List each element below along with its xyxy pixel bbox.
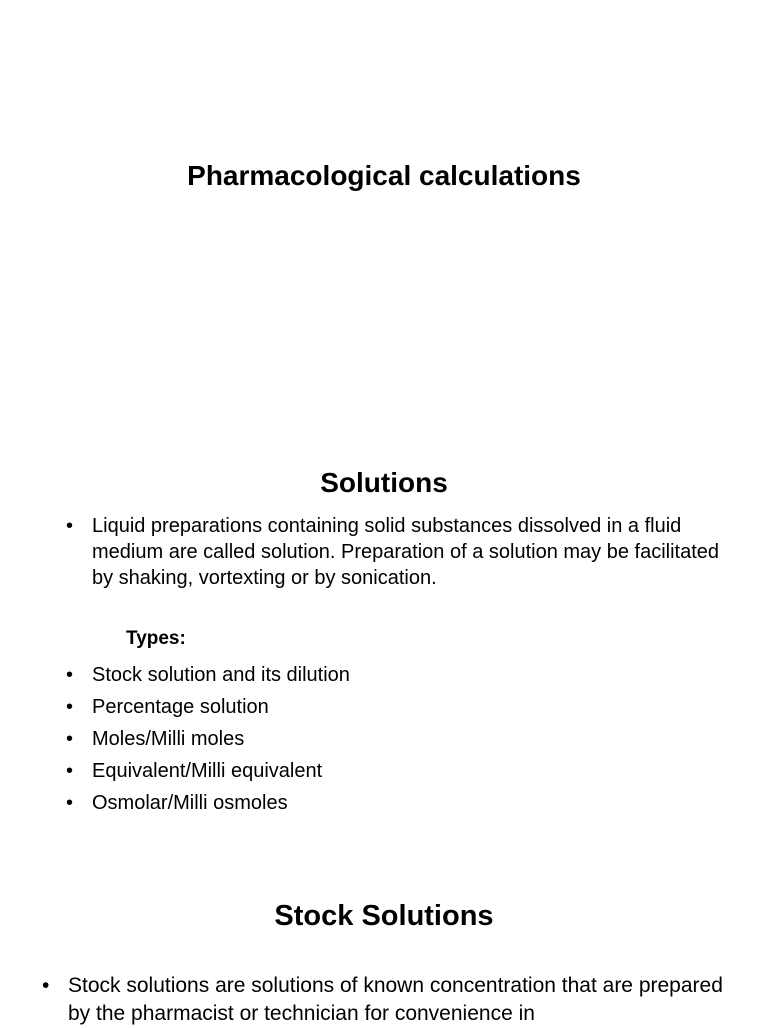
list-item [66,513,726,591]
list-item [66,723,666,755]
bullet-icon: • [66,664,74,686]
bullet-text: Liquid preparations containing solid substances dissolved in a fluid medium are called solution. Preparation of a solution may be facilitated by shaking, vortexting or by sonication. [92,515,720,589]
list-item [66,755,666,787]
bullet-icon: • [66,760,74,782]
bullet-text: Equivalent/Milli equivalent [92,760,323,782]
list-item [66,787,666,819]
list-item [66,659,666,691]
types-list [66,659,666,819]
bullet-text: Moles/Milli moles [92,728,245,750]
bullet-text: Percentage solution [92,696,269,718]
bullet-list [66,513,726,591]
bullet-icon: • [42,974,50,997]
bullet-icon: • [66,792,74,814]
bullet-icon: • [66,515,74,537]
bullet-list [42,972,742,1028]
bullet-text: Stock solution and its dilution [92,664,350,686]
bullet-text: Osmolar/Milli osmoles [92,792,288,814]
slide-title: Pharmacological calculations [187,160,581,191]
slide-title: Solutions [320,467,448,498]
list-item [66,691,666,723]
types-label: Types: [126,628,186,649]
bullet-text: Stock solutions are solutions of known concentration that are prepared by the pharmacist or technician for convenience in [68,974,723,1025]
list-item [42,972,742,1028]
bullet-icon: • [66,696,74,718]
bullet-icon: • [66,728,74,750]
slide-title: Stock Solutions [274,900,494,932]
